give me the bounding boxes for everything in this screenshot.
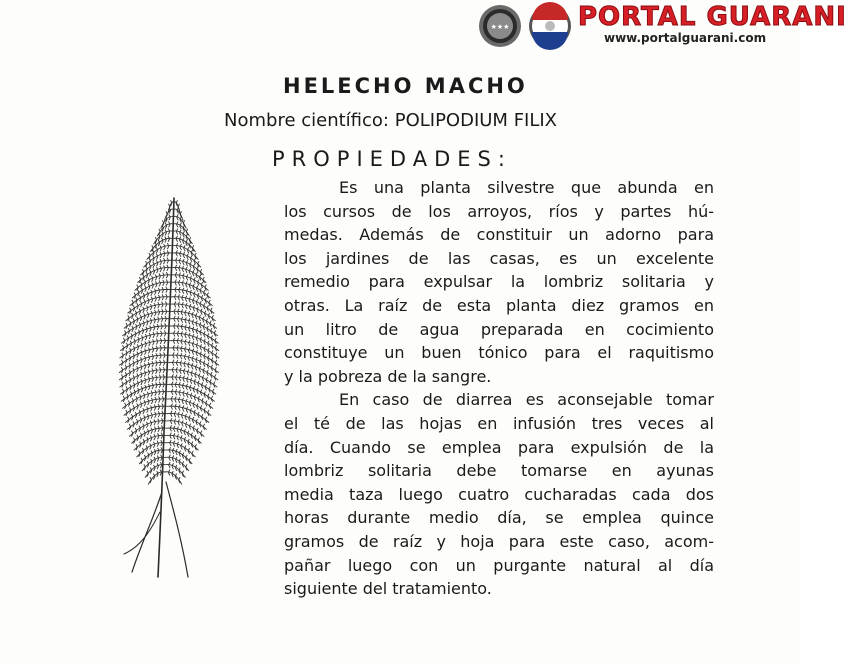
- paragraph-2-line: el té de las hojas en infusión tres veces al: [284, 413, 714, 433]
- page-title: HELECHO MACHO: [283, 74, 528, 98]
- paragraph-2-line: horas durante medio día, se emplea quince: [284, 508, 714, 528]
- paragraph-2-line: día. Cuando se emplea para expulsión de la: [284, 437, 714, 457]
- section-heading: PROPIEDADES:: [272, 147, 512, 171]
- paragraph-2-line: gramos de raíz y hoja para este caso, acom-: [284, 531, 714, 551]
- seal-icon: [478, 4, 522, 48]
- paragraph-2: [284, 388, 714, 600]
- paragraph-1: [284, 176, 714, 388]
- paragraph-1-line: otras. La raíz de esta planta diez gramos en: [284, 295, 714, 315]
- svg-text:★★★: ★★★: [490, 23, 510, 31]
- brand-url[interactable]: www.portalguarani.com: [604, 31, 767, 45]
- brand-name: PORTAL GUARANI: [578, 2, 847, 32]
- paragraph-2-line: pañar luego con un purgante natural al día: [284, 555, 714, 575]
- paragraph-1-line: los cursos de los arroyos, ríos y partes hú-: [284, 201, 714, 221]
- scientific-name: Nombre científico: POLIPODIUM FILIX: [224, 110, 558, 131]
- paragraph-1-line: remedio para expulsar la lombriz solitaria y: [284, 272, 714, 292]
- paragraph-2-line: media taza luego cuatro cucharadas cada dos: [284, 484, 714, 504]
- portal-guarani-logo[interactable]: [478, 2, 847, 46]
- document-body: [284, 176, 714, 601]
- paragraph-1-line: un litro de agua preparada en cocimiento: [284, 319, 714, 339]
- paragraph-2-line: lombriz solitaria debe tomarse en ayunas: [284, 461, 714, 481]
- paragraph-1-line: medas. Además de constituir un adorno para: [284, 225, 714, 245]
- fern-illustration-icon: [112, 192, 222, 582]
- paragraph-1-line: y la pobreza de la sangre.: [284, 366, 492, 386]
- paragraph-2-line: En caso de diarrea es aconsejable tomar: [339, 390, 714, 410]
- paragraph-2-line: siguiente del tratamiento.: [284, 579, 492, 599]
- paragraph-1-line: los jardines de las casas, es un excelente: [284, 248, 714, 268]
- paragraph-1-line: Es una planta silvestre que abunda en: [339, 178, 714, 197]
- flag-seal-icon: [528, 4, 572, 48]
- paragraph-1-line: constituye un buen tónico para el raquitismo: [284, 343, 714, 363]
